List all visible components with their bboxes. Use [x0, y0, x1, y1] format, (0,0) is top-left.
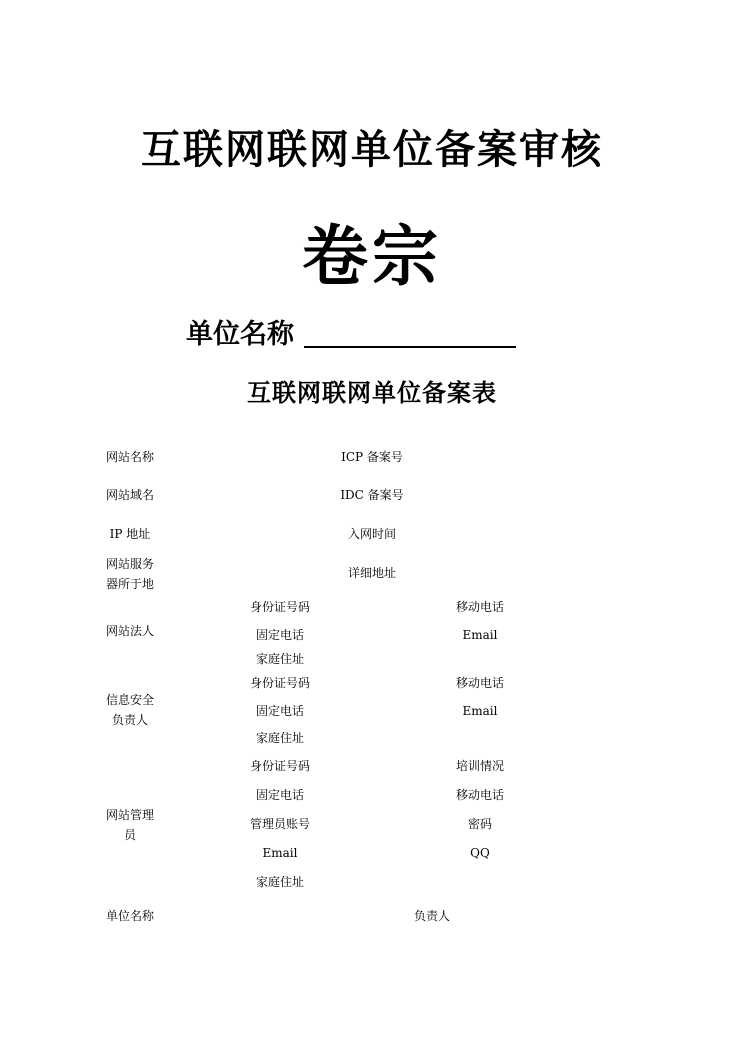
administrator-training-label: 培训情况: [455, 759, 504, 773]
legal-person-home-address-label: 家庭住址: [255, 652, 304, 666]
server-location-label-line1: 网站服务: [105, 557, 154, 571]
administrator-home-address-label: 家庭住址: [255, 875, 304, 889]
administrator-label-line1: 网站管理: [105, 808, 154, 822]
form-title: 互联网联网单位备案表: [247, 378, 497, 407]
administrator-password-label: 密码: [467, 817, 492, 831]
administrator-landline-label: 固定电话: [255, 788, 304, 802]
person-in-charge-label: 负责人: [413, 909, 450, 923]
cover-title: 互联网联网单位备案审核: [141, 126, 603, 173]
join-time-label: 入网时间: [347, 527, 396, 541]
icp-number-label: ICP 备案号: [341, 450, 403, 464]
security-officer-id-label: 身份证号码: [249, 676, 310, 690]
unit-name-label: 单位名称: [186, 319, 294, 350]
security-officer-email-label: Email: [462, 704, 498, 718]
site-domain-label: 网站域名: [105, 488, 154, 502]
unit-name-field-label: 单位名称: [105, 909, 154, 923]
server-location-label-line2: 器所于地: [105, 577, 154, 591]
administrator-mobile-label: 移动电话: [455, 788, 504, 802]
site-name-label: 网站名称: [105, 450, 154, 464]
cover-subtitle: 卷宗: [302, 217, 442, 295]
detail-address-label: 详细地址: [347, 566, 396, 580]
legal-person-id-label: 身份证号码: [249, 600, 310, 614]
legal-person-label: 网站法人: [105, 624, 154, 638]
security-officer-label-line1: 信息安全: [105, 693, 154, 707]
ip-address-label: IP 地址: [109, 527, 151, 541]
administrator-label-line2: 员: [123, 828, 136, 842]
legal-person-landline-label: 固定电话: [255, 628, 304, 642]
administrator-id-label: 身份证号码: [249, 759, 310, 773]
security-officer-label-line2: 负责人: [111, 713, 148, 727]
administrator-email-label: Email: [262, 846, 298, 860]
security-officer-landline-label: 固定电话: [255, 704, 304, 718]
administrator-qq-label: QQ: [470, 846, 490, 860]
legal-person-mobile-label: 移动电话: [455, 600, 504, 614]
administrator-account-label: 管理员账号: [249, 817, 310, 831]
unit-name-blank-line: [304, 346, 516, 348]
legal-person-email-label: Email: [462, 628, 498, 642]
idc-number-label: IDC 备案号: [340, 488, 404, 502]
security-officer-home-address-label: 家庭住址: [255, 731, 304, 745]
security-officer-mobile-label: 移动电话: [455, 676, 504, 690]
